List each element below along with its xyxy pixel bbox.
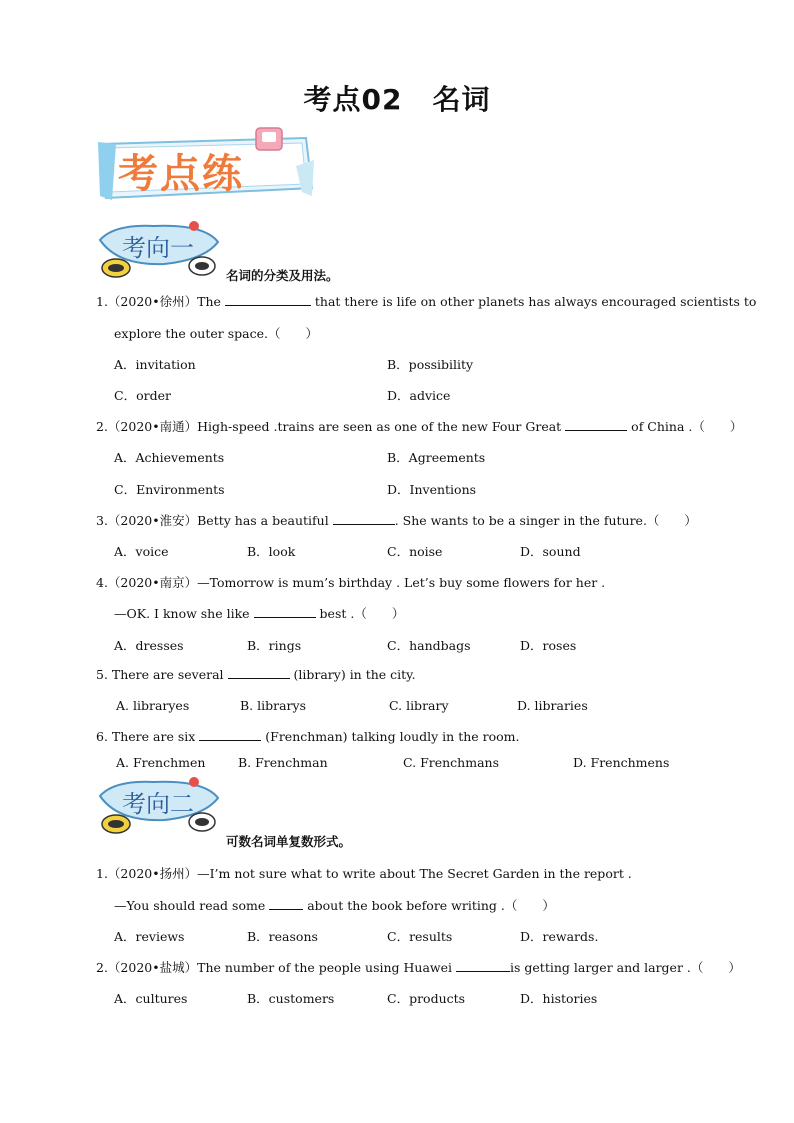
option-a[interactable]: A．Achievements	[114, 450, 225, 465]
option-d[interactable]: D．advice	[387, 388, 451, 403]
option-a[interactable]: A．dresses	[114, 638, 184, 653]
question-1-3: 3.（2020•淮安）Betty has a beautiful . She wants to be a singer in the future.（ ）	[96, 513, 697, 528]
option-a[interactable]: A．voice	[114, 544, 169, 559]
question-2-2: 2.（2020•盐城）The number of the people using Huawei is getting larger and larger .（ ）	[96, 960, 741, 975]
option-c[interactable]: C．handbags	[387, 638, 471, 653]
option-a[interactable]: A. Frenchmen	[116, 755, 206, 770]
section-heading-1: 名词的分类及用法。	[226, 268, 339, 283]
option-a[interactable]: A．cultures	[114, 991, 188, 1006]
question-1-1: 1.（2020•徐州）The that there is life on other planets has always encouraged scientists to	[96, 294, 757, 309]
option-d[interactable]: D．histories	[520, 991, 598, 1006]
option-c[interactable]: C．results	[387, 929, 453, 944]
answer-blank[interactable]	[565, 419, 627, 431]
question-1-6: 6. There are six (Frenchman) talking loudly in the room.	[96, 729, 520, 744]
option-b[interactable]: B．possibility	[387, 357, 474, 372]
answer-blank[interactable]	[228, 667, 290, 679]
option-d[interactable]: D. libraries	[517, 698, 588, 713]
option-a[interactable]: A．reviews	[114, 929, 185, 944]
question-1-1-cont: explore the outer space.（ ）	[114, 326, 318, 341]
option-c[interactable]: C．products	[387, 991, 466, 1006]
badge-text-2: 考向二	[122, 790, 194, 818]
option-b[interactable]: B. Frenchman	[238, 755, 328, 770]
option-c[interactable]: C．order	[114, 388, 171, 403]
page-title	[0, 78, 794, 118]
question-2-1-cont: —You should read some about the book before writing .（ ）	[114, 898, 555, 913]
option-b[interactable]: B．reasons	[247, 929, 318, 944]
answer-blank[interactable]	[199, 729, 261, 741]
title-sub: 名词	[432, 83, 491, 116]
question-2-1: 1.（2020•扬州）—I’m not sure what to write about The Secret Garden in the report .	[96, 866, 632, 881]
answer-blank[interactable]	[333, 513, 395, 525]
option-c[interactable]: C．noise	[387, 544, 443, 559]
question-1-2: 2.（2020•南通）High-speed .trains are seen as one of the new Four Great of China .（ ）	[96, 419, 743, 434]
option-c[interactable]: C. Frenchmans	[403, 755, 499, 770]
option-c[interactable]: C. library	[389, 698, 449, 713]
question-1-5: 5. There are several (library) in the city.	[96, 667, 416, 682]
option-d[interactable]: D．sound	[520, 544, 581, 559]
option-a[interactable]: A．invitation	[114, 357, 196, 372]
badge-text-1: 考向一	[122, 234, 194, 262]
banner-text: 考点练	[118, 151, 244, 197]
option-c[interactable]: C．Environments	[114, 482, 225, 497]
answer-blank[interactable]	[254, 606, 316, 618]
option-b[interactable]: B．customers	[247, 991, 335, 1006]
answer-blank[interactable]	[269, 898, 303, 910]
question-1-4-cont: —OK. I know she like best .（ ）	[114, 606, 405, 621]
section-badge-2	[94, 776, 222, 840]
option-d[interactable]: D．Inventions	[387, 482, 477, 497]
section-heading-2: 可数名词单复数形式。	[226, 834, 352, 849]
option-b[interactable]: B．Agreements	[387, 450, 486, 465]
option-a[interactable]: A. libraryes	[116, 698, 190, 713]
banner	[96, 126, 318, 204]
answer-blank[interactable]	[225, 294, 311, 306]
option-b[interactable]: B．rings	[247, 638, 302, 653]
title-main: 考点02	[303, 83, 403, 116]
option-d[interactable]: D. Frenchmens	[573, 755, 670, 770]
option-d[interactable]: D．roses	[520, 638, 577, 653]
section-badge-1	[94, 220, 222, 284]
answer-blank[interactable]	[456, 960, 510, 972]
option-b[interactable]: B．look	[247, 544, 296, 559]
option-b[interactable]: B. librarys	[240, 698, 307, 713]
question-1-4: 4.（2020•南京）—Tomorrow is mum’s birthday . Let’s buy some flowers for her .	[96, 575, 606, 590]
option-d[interactable]: D．rewards.	[520, 929, 599, 944]
